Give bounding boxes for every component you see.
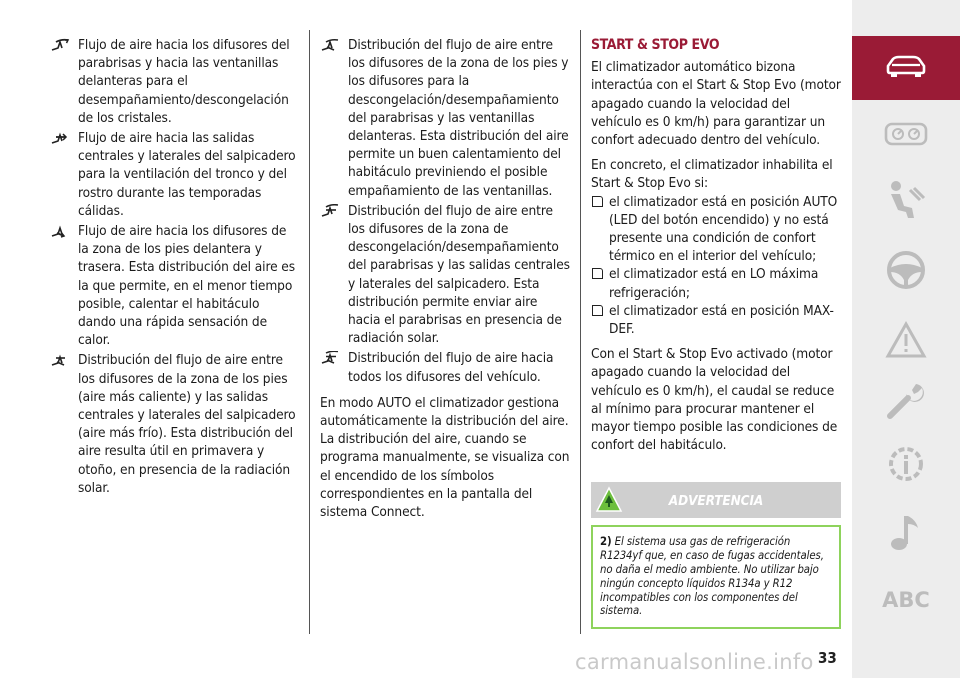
column-2 bbox=[320, 36, 570, 528]
wrench-icon bbox=[884, 378, 928, 426]
warning-header bbox=[591, 482, 841, 518]
checkbox-bullet-icon bbox=[592, 196, 603, 207]
column-divider bbox=[309, 30, 310, 634]
list-item: el climatizador está en LO máxima refrigeración; bbox=[591, 265, 841, 301]
airflow-mode-item bbox=[50, 351, 296, 497]
airflow-windscreen-center-icon bbox=[320, 202, 348, 220]
sidebar-item-technical[interactable] bbox=[852, 438, 960, 494]
list-item: el climatizador está en posición MAX-DEF. bbox=[591, 302, 841, 338]
warning-triangle-icon bbox=[884, 320, 928, 364]
music-note-icon bbox=[886, 510, 926, 558]
chapter-sidebar bbox=[852, 0, 960, 678]
airflow-mode-text: Distribución del flujo de aire entre los difusores de la zona de descongelación/desempañamiento del parabrisas y las salidas centrales y laterales del salpicadero. Esta distribución permite enviar aire hacia el parabrisas en presencia de radiación solar. bbox=[348, 202, 570, 347]
sidebar-item-dashboard[interactable] bbox=[852, 112, 960, 160]
airflow-mode-text: Distribución del flujo de aire entre los difusores de la zona de los pies (aire más caliente) y las salidas centrales y laterales del salpicadero (aire más frío). Esta distribución del aire resulta útil en primavera y otoño, en presencia de la radiación solar. bbox=[78, 352, 296, 496]
checkbox-bullet-icon bbox=[592, 268, 603, 279]
page-number: 33 bbox=[818, 649, 837, 667]
paragraph: Con el Start & Stop Evo activado (motor apagado cuando la velocidad del vehículo es 0 km/h), el caudal se reduce al mínimo para procurar mantener el mayor tiempo posible las condiciones de confort del habitáculo. bbox=[591, 346, 838, 454]
index-label: ABC bbox=[882, 588, 930, 612]
warning-number: 2) bbox=[600, 535, 612, 549]
airflow-mode-text: Flujo de aire hacia las salidas centrales y laterales del salpicadero para la ventilación del tronco y del rostro durante las temporadas cálidas. bbox=[78, 130, 296, 219]
checkbox-bullet-icon bbox=[592, 305, 603, 316]
airflow-mode-item bbox=[320, 349, 570, 385]
warning-text: El sistema usa gas de refrigeración R1234yf que, en caso de fugas accidentales, no daña el medio ambiente. No utilizar bajo ningún concepto líquidos R134a y R12 incompatibles con los componentes del sistema. bbox=[600, 535, 824, 618]
seat-safety-icon bbox=[884, 178, 928, 226]
airflow-feet-icon bbox=[50, 222, 78, 240]
airflow-windscreen-icon bbox=[50, 36, 78, 54]
warning-box bbox=[591, 525, 841, 629]
sidebar-item-driving[interactable] bbox=[852, 244, 960, 300]
sidebar-item-index[interactable] bbox=[852, 584, 960, 616]
sidebar-item-car[interactable] bbox=[852, 36, 960, 100]
gear-service-icon bbox=[884, 442, 928, 490]
airflow-all-icon bbox=[320, 349, 348, 367]
airflow-mode-text: Flujo de aire hacia los difusores de la zona de los pies delantera y trasera. Esta distribución del aire es la que permite, en el menor tiempo posible, calentar el habitáculo dando una rápida sensación de calor. bbox=[78, 223, 295, 349]
paragraph: El climatizador automático bizona interactúa con el Start & Stop Evo (motor apagado cuando la velocidad del vehículo es 0 km/h) para garantizar un confort adecuado dentro del vehículo. bbox=[591, 59, 841, 149]
warning-title: ADVERTENCIA bbox=[668, 493, 764, 510]
sidebar-item-maintenance[interactable] bbox=[852, 374, 960, 430]
airflow-center-icon bbox=[50, 129, 78, 147]
column-1 bbox=[50, 36, 296, 499]
watermark: carmanualsonline.info bbox=[575, 650, 814, 674]
paragraph: En concreto, el climatizador inhabilita el Start & Stop Evo si: bbox=[591, 157, 833, 192]
airflow-mode-item bbox=[320, 202, 570, 348]
airflow-feet-windscreen-icon bbox=[320, 36, 348, 54]
airflow-mode-item bbox=[50, 36, 296, 127]
airflow-mode-text: Flujo de aire hacia los difusores del parabrisas y hacia las ventanillas delanteras para el desempañamiento/descongelación de los cristales. bbox=[78, 37, 290, 126]
sidebar-item-multimedia[interactable] bbox=[852, 506, 960, 562]
steering-wheel-icon bbox=[884, 248, 928, 296]
airflow-mode-text: Distribución del flujo de aire entre los difusores de la zona de los pies y los difusores para la descongelación/desempañamiento del parabrisas y las ventanillas delanteras. Esta distribución del aire permite un buen calentamiento del habitáculo previniendo el posible empañamiento de las ventanillas. bbox=[348, 37, 569, 199]
dashboard-gauges-icon bbox=[883, 120, 929, 152]
list-item: el climatizador está en posición AUTO (LED del botón encendido) y no está presente una condición de confort térmico en el interior del vehículo; bbox=[591, 193, 841, 266]
auto-mode-paragraph: En modo AUTO el climatizador gestiona automáticamente la distribución del aire. La distribución del aire, cuando se programa manualmente, se visualiza con el encendido de los símbolos correspondientes en la pantalla del sistema Connect. bbox=[320, 394, 570, 521]
sidebar-item-emergency[interactable] bbox=[852, 314, 960, 370]
section-title: START & STOP EVO bbox=[591, 37, 720, 53]
airflow-mode-item bbox=[50, 222, 296, 349]
column-divider bbox=[580, 30, 581, 634]
airflow-feet-center-icon bbox=[50, 351, 78, 369]
sidebar-item-safety[interactable] bbox=[852, 174, 960, 230]
airflow-mode-item bbox=[320, 36, 570, 200]
column-3 bbox=[591, 36, 841, 629]
car-icon bbox=[884, 53, 928, 83]
airflow-mode-item bbox=[50, 129, 296, 220]
airflow-mode-text: Distribución del flujo de aire hacia todos los difusores del vehículo. bbox=[348, 350, 554, 385]
